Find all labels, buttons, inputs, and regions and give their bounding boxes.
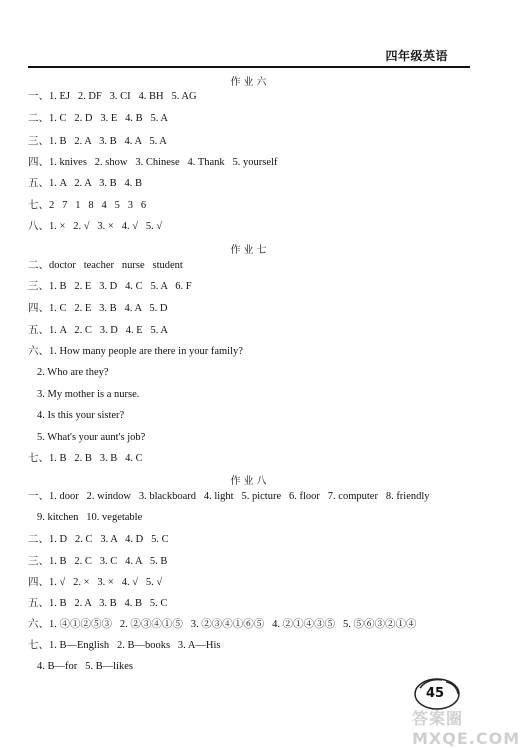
answer-line: 四、1. knives 2. show 3. Chinese 4. Thank 5. yourself — [28, 157, 278, 168]
answer-line: 9. kitchen 10. vegetable — [37, 512, 143, 523]
answer-line: 五、1. A 2. A 3. B 4. B — [28, 178, 143, 189]
answer-line: 一、1. door 2. window 3. blackboard 4. light 5. picture 6. floor 7. computer 8. friendly — [28, 491, 430, 502]
answer-line: 四、1. √ 2. × 3. × 4. √ 5. √ — [28, 577, 163, 588]
section-title-7: 作业七 — [230, 245, 270, 256]
answer-line: 4. B—for 5. B—likes — [37, 661, 133, 672]
answer-line: 七、1. B 2. B 3. B 4. C — [28, 453, 143, 464]
answer-line: 4. Is this your sister? — [37, 410, 125, 421]
answer-line: 七、2 7 1 8 4 5 3 6 — [28, 200, 147, 211]
answer-line: 五、1. B 2. A 3. B 4. B 5. C — [28, 598, 168, 609]
answer-line: 5. What's your aunt's job? — [37, 432, 146, 443]
watermark: 答案圈 MXQE.COM — [412, 709, 520, 748]
answer-line: 六、1. ④①②⑤③ 2. ②③④①⑤ 3. ②③④①⑥⑤ 4. ②①④③⑤ 5. ⑤⑥③②①④ — [28, 619, 417, 630]
answer-line: 2. Who are they? — [37, 367, 109, 378]
answer-line: 七、1. B—English 2. B—books 3. A—His — [28, 640, 221, 651]
header-title: 四年级英语 — [385, 49, 448, 63]
answer-line: 三、1. B 2. A 3. B 4. A 5. A — [28, 136, 167, 147]
section-title-8: 作业八 — [230, 476, 270, 487]
answer-line: 一、1. EJ 2. DF 3. CI 4. BH 5. AG — [28, 91, 197, 102]
answer-line: 三、1. B 2. E 3. D 4. C 5. A 6. F — [28, 281, 192, 292]
answer-line: 八、1. × 2. √ 3. × 4. √ 5. √ — [28, 221, 163, 232]
answer-line: 3. My mother is a nurse. — [37, 389, 140, 400]
answer-line: 五、1. A 2. C 3. D 4. E 5. A — [28, 325, 169, 336]
answer-line: 四、1. C 2. E 3. B 4. A 5. D — [28, 303, 168, 314]
answer-line: 二、1. C 2. D 3. E 4. B 5. A — [28, 113, 169, 124]
header-rule — [28, 66, 470, 68]
answer-line: 三、1. B 2. C 3. C 4. A 5. B — [28, 556, 168, 567]
answer-line: 六、1. How many people are there in your family? — [28, 346, 243, 357]
section-title-6: 作业六 — [230, 77, 270, 88]
answer-line: 二、doctor teacher nurse student — [28, 260, 183, 271]
answer-line: 二、1. D 2. C 3. A 4. D 5. C — [28, 534, 169, 545]
page-number: 45 — [426, 686, 445, 701]
